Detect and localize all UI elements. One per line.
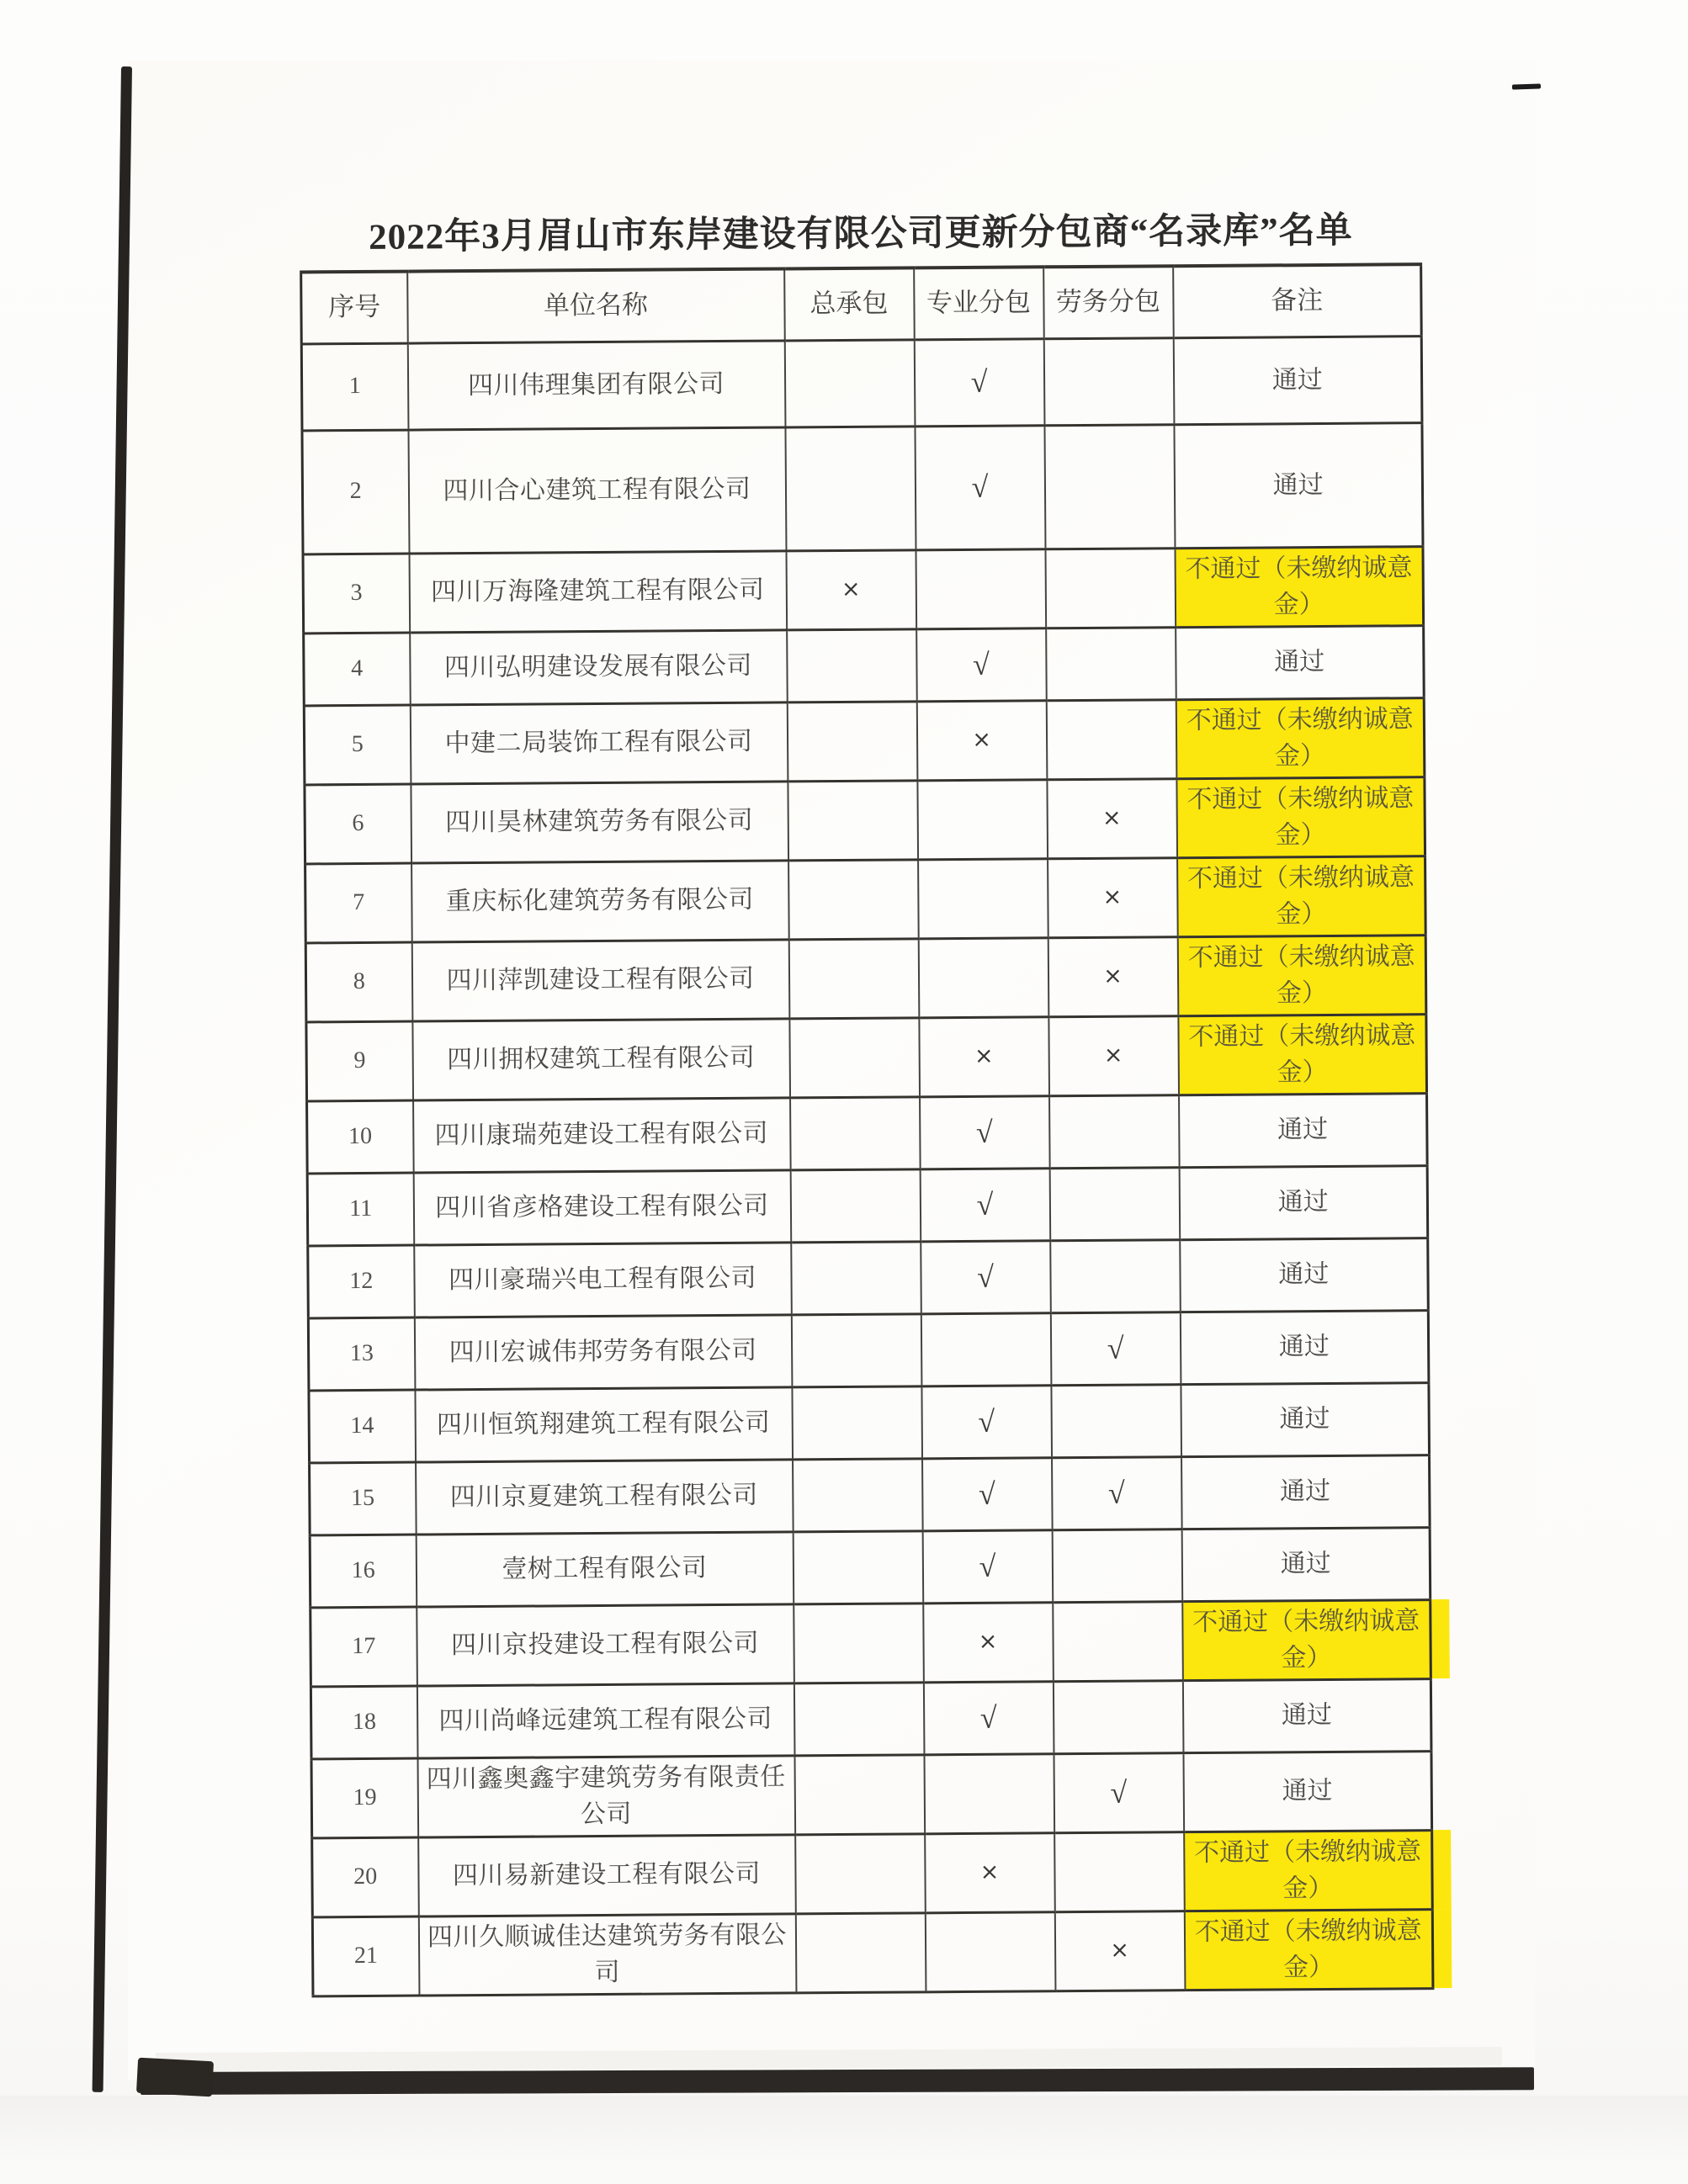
cell-professional-subcontract: √ xyxy=(922,1457,1053,1530)
cell-labor-subcontract xyxy=(1044,424,1175,549)
cell-index: 20 xyxy=(312,1837,419,1917)
cell-company-name: 四川久顺诚佳达建筑劳务有限公司 xyxy=(418,1913,796,1995)
cell-general-contract xyxy=(790,1169,921,1242)
cell-index: 16 xyxy=(310,1535,417,1608)
cell-labor-subcontract xyxy=(1050,1239,1181,1312)
cell-professional-subcontract: √ xyxy=(921,1240,1051,1313)
cell-labor-subcontract xyxy=(1043,337,1174,425)
cell-labor-subcontract xyxy=(1049,1095,1180,1168)
cell-company-name: 四川易新建设工程有限公司 xyxy=(418,1834,796,1916)
table-row xyxy=(304,625,1425,705)
cell-index: 15 xyxy=(310,1462,417,1535)
table-row xyxy=(312,1909,1433,1996)
col-header-company-name: 单位名称 xyxy=(407,268,785,342)
cell-index: 2 xyxy=(302,430,409,554)
cell-company-name: 四川伟理集团有限公司 xyxy=(407,340,785,429)
table-row xyxy=(310,1527,1431,1607)
cell-general-contract xyxy=(795,1833,926,1913)
col-header-remark: 备注 xyxy=(1173,264,1422,337)
cell-index: 10 xyxy=(307,1100,414,1174)
table-row xyxy=(311,1599,1431,1686)
cell-remark: 不通过（未缴纳诚意金） xyxy=(1177,935,1426,1015)
cell-index: 4 xyxy=(304,633,411,706)
cell-general-contract xyxy=(795,1912,926,1992)
cell-remark: 不通过（未缴纳诚意金） xyxy=(1184,1830,1433,1911)
cell-professional-subcontract: √ xyxy=(914,338,1044,426)
table-row xyxy=(302,422,1423,554)
cell-general-contract xyxy=(788,859,919,939)
table-row xyxy=(310,1455,1431,1535)
col-header-labor-subcontract: 劳务分包 xyxy=(1043,266,1174,338)
cell-company-name: 四川京夏建筑工程有限公司 xyxy=(416,1459,794,1534)
table-row xyxy=(311,1678,1431,1758)
cell-professional-subcontract xyxy=(921,1312,1051,1386)
cell-general-contract xyxy=(794,1754,925,1834)
cell-remark: 不通过（未缴纳诚意金） xyxy=(1176,697,1425,778)
cell-professional-subcontract: × xyxy=(925,1832,1055,1912)
cell-company-name: 四川豪瑞兴电工程有限公司 xyxy=(414,1242,792,1317)
cell-index: 9 xyxy=(306,1021,413,1101)
cell-company-name: 壹树工程有限公司 xyxy=(416,1531,794,1606)
table-row xyxy=(305,935,1426,1021)
cell-general-contract xyxy=(793,1458,923,1531)
cell-index: 19 xyxy=(311,1758,418,1838)
col-header-professional-subcontract: 专业分包 xyxy=(914,267,1044,339)
cell-professional-subcontract xyxy=(925,1911,1055,1991)
table-row xyxy=(309,1382,1430,1462)
cell-professional-subcontract xyxy=(916,549,1046,628)
cell-professional-subcontract: √ xyxy=(920,1168,1050,1241)
cell-remark: 通过 xyxy=(1182,1678,1431,1752)
cell-labor-subcontract xyxy=(1052,1529,1182,1602)
cell-index: 21 xyxy=(312,1916,419,1996)
cell-labor-subcontract: × xyxy=(1047,778,1177,858)
cell-index: 13 xyxy=(308,1317,415,1391)
cell-remark: 通过 xyxy=(1183,1751,1432,1831)
cell-labor-subcontract xyxy=(1054,1831,1185,1911)
cell-remark: 通过 xyxy=(1181,1382,1430,1456)
cell-general-contract xyxy=(789,1017,920,1097)
cell-company-name: 四川萍凯建设工程有限公司 xyxy=(411,939,789,1020)
cell-labor-subcontract xyxy=(1045,548,1176,628)
cell-remark: 不通过（未缴纳诚意金） xyxy=(1175,546,1424,627)
cell-remark: 通过 xyxy=(1176,625,1425,699)
cell-company-name: 四川昊林建筑劳务有限公司 xyxy=(411,781,788,862)
cell-professional-subcontract: × xyxy=(923,1602,1054,1682)
cell-company-name: 重庆标化建筑劳务有限公司 xyxy=(411,860,789,941)
cell-labor-subcontract xyxy=(1053,1601,1183,1681)
table-row xyxy=(305,777,1425,863)
cell-general-contract xyxy=(791,1313,921,1386)
cell-professional-subcontract xyxy=(918,937,1048,1017)
cell-labor-subcontract xyxy=(1049,1167,1180,1240)
cell-labor-subcontract xyxy=(1053,1680,1183,1753)
cell-remark: 通过 xyxy=(1179,1093,1428,1167)
cell-index: 12 xyxy=(308,1245,415,1318)
cell-index: 8 xyxy=(305,942,412,1022)
cell-professional-subcontract: √ xyxy=(922,1529,1053,1603)
cell-general-contract: × xyxy=(786,549,916,629)
cell-labor-subcontract: × xyxy=(1048,1015,1179,1095)
cell-professional-subcontract: √ xyxy=(915,425,1045,549)
cell-labor-subcontract xyxy=(1046,627,1176,700)
cell-remark: 通过 xyxy=(1173,336,1422,424)
cell-general-contract xyxy=(788,938,919,1018)
cell-professional-subcontract: √ xyxy=(920,1095,1050,1169)
cell-labor-subcontract: √ xyxy=(1054,1752,1184,1832)
cell-company-name: 四川宏诚伟邦劳务有限公司 xyxy=(414,1314,792,1389)
cell-labor-subcontract: × xyxy=(1048,936,1178,1016)
cell-labor-subcontract: √ xyxy=(1050,1312,1181,1385)
cell-index: 3 xyxy=(303,554,410,633)
col-header-index: 序号 xyxy=(301,272,408,344)
cell-remark: 不通过（未缴纳诚意金） xyxy=(1178,1014,1427,1095)
cell-company-name: 四川京投建设工程有限公司 xyxy=(417,1604,794,1685)
table-row xyxy=(308,1238,1429,1317)
cell-company-name: 四川合心建筑工程有限公司 xyxy=(408,427,786,553)
cell-company-name: 四川康瑞苑建设工程有限公司 xyxy=(413,1097,791,1172)
cell-professional-subcontract: √ xyxy=(923,1681,1054,1754)
cell-remark: 通过 xyxy=(1180,1238,1429,1312)
cell-index: 6 xyxy=(305,784,411,864)
cell-general-contract xyxy=(792,1386,922,1459)
table-row xyxy=(307,1093,1428,1173)
table-row xyxy=(303,546,1424,633)
cell-professional-subcontract xyxy=(924,1753,1054,1833)
cell-index: 1 xyxy=(301,343,408,431)
cell-labor-subcontract: × xyxy=(1048,857,1178,937)
cell-index: 11 xyxy=(307,1173,414,1246)
cell-company-name: 四川省彦格建设工程有限公司 xyxy=(413,1169,791,1244)
cell-company-name: 四川鑫奥鑫宇建筑劳务有限责任公司 xyxy=(417,1755,795,1837)
cell-general-contract xyxy=(793,1530,923,1604)
cell-index: 5 xyxy=(304,705,411,785)
cell-index: 14 xyxy=(309,1390,416,1463)
cell-general-contract xyxy=(784,339,915,427)
table-row xyxy=(311,1751,1432,1837)
cell-labor-subcontract xyxy=(1046,699,1176,779)
cell-professional-subcontract: × xyxy=(919,1016,1049,1096)
table-row xyxy=(312,1830,1433,1916)
cell-labor-subcontract: √ xyxy=(1052,1456,1182,1529)
cell-labor-subcontract: × xyxy=(1054,1911,1185,1991)
cell-remark: 通过 xyxy=(1180,1310,1429,1384)
subcontractor-roster-table xyxy=(300,262,1434,1997)
cell-remark: 不通过（未缴纳诚意金） xyxy=(1182,1599,1431,1680)
header-row xyxy=(301,264,1422,343)
page-title: 2022年3月眉山市东岸建设有限公司更新分包商“名录库”名单 xyxy=(368,210,1353,257)
cell-remark: 不通过（未缴纳诚意金） xyxy=(1176,777,1425,857)
table-row xyxy=(301,336,1422,430)
cell-professional-subcontract: √ xyxy=(916,628,1047,701)
cell-index: 7 xyxy=(305,863,412,943)
cell-remark: 通过 xyxy=(1174,422,1423,548)
cell-company-name: 四川尚峰远建筑工程有限公司 xyxy=(417,1683,794,1757)
cell-index: 18 xyxy=(311,1686,417,1759)
table-row xyxy=(305,856,1426,942)
cell-company-name: 中建二局装饰工程有限公司 xyxy=(410,702,788,783)
table-row xyxy=(307,1165,1428,1245)
table-row xyxy=(304,697,1425,784)
cell-remark: 不通过（未缴纳诚意金） xyxy=(1177,856,1426,936)
cell-general-contract xyxy=(791,1241,921,1314)
table-row xyxy=(308,1310,1429,1390)
cell-remark: 通过 xyxy=(1181,1455,1431,1529)
cell-labor-subcontract xyxy=(1051,1384,1181,1457)
cell-professional-subcontract: √ xyxy=(921,1385,1052,1458)
cell-remark: 通过 xyxy=(1179,1165,1428,1239)
cell-company-name: 四川万海隆建筑工程有限公司 xyxy=(409,550,787,632)
cell-general-contract xyxy=(790,1096,921,1169)
table-row xyxy=(306,1014,1427,1100)
cell-index: 17 xyxy=(311,1607,417,1687)
cell-professional-subcontract xyxy=(918,858,1048,938)
cell-professional-subcontract: × xyxy=(916,700,1047,780)
cell-general-contract xyxy=(788,780,918,860)
cell-company-name: 四川恒筑翔建筑工程有限公司 xyxy=(415,1386,793,1461)
cell-company-name: 四川拥权建筑工程有限公司 xyxy=(412,1018,790,1100)
col-header-general-contract: 总承包 xyxy=(784,268,915,340)
cell-company-name: 四川弘明建设发展有限公司 xyxy=(410,629,788,704)
cell-remark: 不通过（未缴纳诚意金） xyxy=(1184,1909,1433,1990)
cell-general-contract xyxy=(785,426,916,550)
cell-remark: 通过 xyxy=(1181,1527,1431,1601)
cell-general-contract xyxy=(794,1603,924,1683)
cell-general-contract xyxy=(787,701,917,781)
cell-general-contract xyxy=(787,628,917,702)
cell-professional-subcontract xyxy=(917,779,1048,859)
cell-general-contract xyxy=(794,1682,924,1755)
